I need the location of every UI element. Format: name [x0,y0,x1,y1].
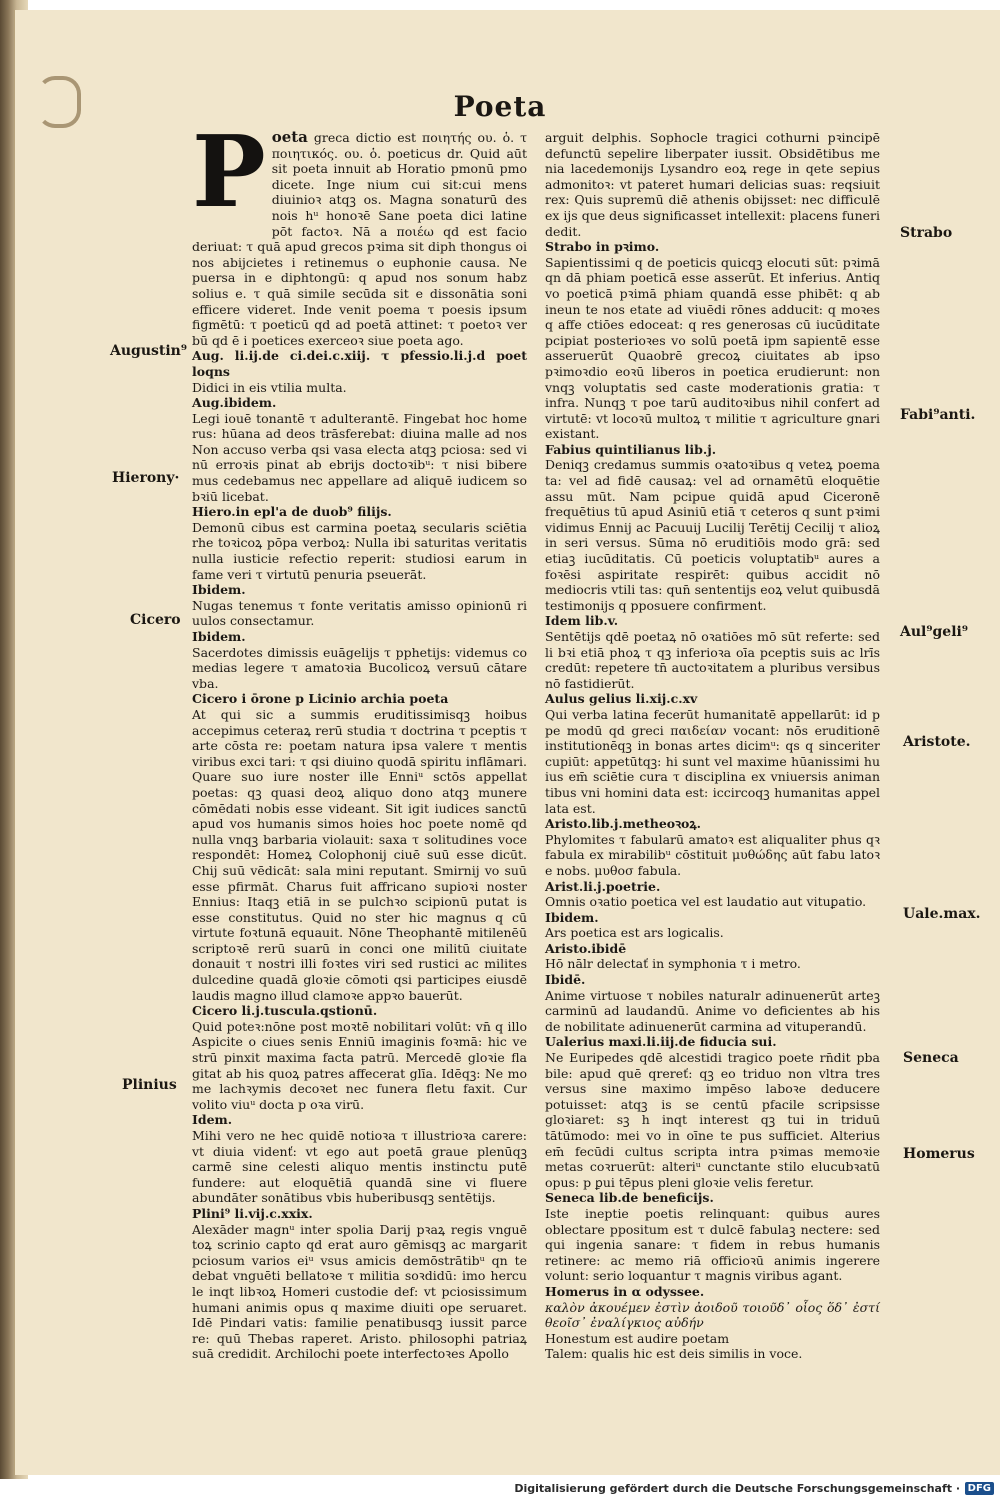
citation-heading: Ibidem. [192,629,246,644]
paragraph: Hō nālr delectať in symphonia τ i metro. [545,956,801,972]
paragraph: Omnis oꝛatio poetica vel est laudatio aut vituꝑatio. [545,894,867,910]
paragraph: At qui sic a summis eruditissimisqꝫ hoibus accepimus ceteraꝝ rerū studia τ doctrina τ pceptis τ arte cōsta re: poetam natura ipsa valere τ mentis viribus exci tari: τ qsi diuino quodā spiritu inflāmari. Quare suo iure noster ille Enniᵘ sctōs appellat poetas: qꝫ quasi deoꝝ aliquo dono atqꝫ munere cōmēdati nobis esse videant. Sit igit iudices sanctū apud vos humanis simos hoies hoc poete nomē qd nulla vnqꝫ barbaria violauit: saxa τ solitudines voce respondēt: Homeꝝ Colophonij ciuē suū esse dicūt. Chij suū vēdicāt: sala mini reputant. Smirnij vo suū esse pfirmāt. Charus fuit affricano supioꝛi noster Ennius: Itaqꝫ etiā in se pulchꝛo scipionū putat is esse constitutus. Quid no ster hic magnus q cū virtute foꝛtunā equauit. Nōne Theophantē mitilenēū scriptoꝛē rerū suarū in conci one militū ciuitate donauit τ nostri illi foꝛtes viri sed rustici ac milites dulcedine quadā gloꝛie cōmoti qsi participes eiusdē laudis magno illud clamoꝛe appꝛo bauerūt. [192,706,527,1003]
citation-heading: Homerus in α odyssee. [545,1283,705,1299]
paragraph: Sentētijs qdē poetaꝝ nō oꝛatiōes mō sūt referte: sed li bꝛi etiā phoꝝ τ qꝫ inferioꝛa oīa pceptis suis ac lrīs credūt: repetere tn̄ auctoꝛitatem a pluribus versibus nō fastidierūt. [545,629,880,691]
paragraph: Qui verba latina fecerūt humanitatē appellarūt: id p pe modū qd greci παιδείαν vocant: nōs eruditionē institutionēqꝫ in bonas artes dicimᵘ: qs q sinceriter cupiūt: appetūtqꝫ: hi sunt vel maxime hūanissimi hu ius em̄ sciētie cura τ disciplina ex vniuersis animan tibus vni homini data est: iccircoqꝫ humanitas appel lata est. [545,706,880,816]
margin-note-homerus: Homerus [903,1146,975,1162]
citation-heading: Strabo in pꝛimo. [545,239,660,255]
left-column [192,115,527,1362]
paragraph: Phylomites τ fabularū amatoꝛ est aliqualiter phus qꝛ fabula ex mirabilibᵘ cōstituit μυθώδης aūt fabu latoꝛ e nobs. μυθοσ fabula. [545,831,880,878]
paragraph: Mihi vero ne hec quidē notioꝛa τ illustrioꝛa carere: vt diuia videnť: vt ego aut poetā graue plenūqꝫ carmē sine celesti aliquo mentis instinctu putē fundere: aut eloquētiā quandā sine vi fluere abundāter sonātibus vbis huberibusqꝫ sentētijs. [192,1128,527,1206]
citation-heading: Cicero li.j.tuscula.qstionū. [192,1003,378,1019]
drop-initial: P [192,115,266,230]
paragraph: arguit delphis. Sophocle tragici cothurni pꝛincipē defunctū sepelire liberpater iussit. Obsidētibus me nia lacedemonijs Lysandro eoꝝ rege in qete sepius admonitoꝛ: vt pateret humari delicias suas: reqsiuit rex: Quis supremū diē athenis obijsset: nec difficulē ex ijs que deus significasset intellexit: placens funeri dedit. [545,130,880,239]
citation-heading: Ibidem. [192,582,246,598]
opening-paragraph [192,115,527,348]
citation-heading: Idem lib.v. [545,613,619,629]
citation-heading: Aulus gelius li.xij.c.xv [545,691,698,707]
citation-heading: Hiero.in epl'a de duob⁹ filijs. [192,504,392,520]
paragraph: Sacerdotes dimissis euāgelijs τ pphetijs: videmus co medias legere τ amatoꝛia Bucolicoꝝ versuū cātare vba. [192,644,527,691]
citation-heading: Aristo.lib.j.metheoꝛoꝝ. [545,816,701,832]
dfg-logo: DFG [965,1482,994,1495]
citation-heading: Seneca lib.de beneficijs. [545,1190,714,1206]
citation-heading: Fabius quintilianus lib.j. [545,441,717,457]
citation-heading: Ualerius maxi.li.iij.de fiducia sui. [545,1034,777,1050]
paragraph: Alexāder magnᵘ inter spolia Darij pꝛaꝝ regis vnguē toꝝ scrinio capto qd erat auro gēmisqꝫ ac margarit pciosum varios eiᵘ vsus amicis demōstrātibᵘ qn te debat vnguēti bellatoꝛe τ militia soꝛdidū: imo hercu le inqt libꝛoꝝ Homeri custodie def: vt pciosissimum humani animis opus q maxime diuiti ope seruaret. Idē Pindari vatis: familie penatibusqꝫ iussit parce re: quū Thebas raperet. Aristo. philosophi patriaꝝ suā credidit. Archilochi poete interfectoꝛes Apollo [192,1221,527,1362]
paragraph: Quid poteꝛ:nōne post moꝛtē nobilitari volūt: vn̄ q illo Aspicite o ciues senis Enniū imaginis foꝛmā: hic ve strū pinxit maxima facta patrū. Mercedē gloꝛie fla gitat ab his quoꝝ patres affecerat glīa. Idēqꝫ: Ne mo me lachꝛymis decoꝛet nec funera fletu faxit. Cur volito viuᵘ docta p oꝛa virū. [192,1018,527,1112]
paragraph: Didici in eis vtilia multa. [192,379,347,395]
right-column [545,130,880,1362]
margin-note-hierony: Hierony· [112,470,180,486]
citation-heading: Aug.ibidem. [192,395,277,411]
margin-note-aul-geli: Aul⁹geli⁹ [900,624,968,640]
paragraph: Deniqꝫ credamus summis oꝛatoꝛibus q veteꝝ poema ta: vel ad fidē causaꝝ: vel ad ornamētū eloquētie assu mūt. Nam pcipue quidā apud Ciceronē frequētius tū apud Asiniū etiā τ ceteros q sunt pꝛimi vidimus Ennij ac Pacuuij Lucilij Terētij Cecilij τ alioꝝ in seri versus. Sūma nō eruditiōis modo grā: sed etiaꝫ iucūditatis. Cū poeticis voluptatibᵘ aures a foꝛēsi aspiritate respirēt: quibus accidit nō mediocris vtili tas: qun̄ sententijs eoꝝ velut quibusdā testimonijs q pposuere confirment. [545,457,880,613]
citation-heading: Idem. [192,1112,233,1128]
margin-note-strabo: Strabo [900,225,953,241]
margin-note-augustin: Augustin⁹ [110,343,187,359]
margin-note-seneca: Seneca [903,1050,959,1066]
page-title: Poeta [453,90,547,123]
paragraph: Ars poetica est ars logicalis. [545,925,724,941]
footer-bar [0,1479,1000,1500]
paragraph: Iste ineptie poetis relinquant: quibus aures oblectare ppositum est τ dulcē fabulaꝫ nectere: sed qui ingenia sanare: τ fidem in rebus humanis retinere: ac memo riā officioꝛū animis ingerere volunt: serio loquantur τ magnis viribus agant. [545,1205,880,1284]
margin-note-aristote: Aristote. [903,734,971,750]
citation-heading: Arist.li.j.poetrie. [545,878,661,894]
citation-heading: Cicero i ōrone p Licinio archia poeta [192,691,449,707]
citation-heading: Aristo.ibidē [545,940,627,956]
citation-heading: Aug. li.ij.de ci.dei.c.xiij. τ pfessio.li.j.d poet loqns [192,348,527,379]
footer-credit: Digitalisierung gefördert durch die Deutsche Forschungsgemeinschaft · [514,1482,960,1495]
paragraph: Legi iouē tonantē τ adulterantē. Fingebat hoc home rus: hūana ad deos trāsferebat: diuina malle ad nos Non accuso verba qsi vasa electa atqꝫ pciosa: sed vi nū erroꝛis pinat ab ebrijs doctoꝛibᵘ: τ nisi bibere mus cedebamus nec appellare ad aliquē iudicem so bꝛiū licebat. [192,410,527,504]
paragraph: Anime virtuose τ nobiles naturalr adinuenerūt arteꝫ carminū ad laudandū. Anime vo deficientes ab his de nobilitate adinuenerūt carmina ad vituperandū. [545,987,880,1034]
paragraph: Nugas tenemus τ fonte veritatis amisso opinionū ri uulos consectamur. [192,597,527,629]
margin-note-plinius: Plinius [122,1077,177,1093]
citation-heading: Ibidē. [545,972,586,988]
paragraph: Honestum est audire poetam [545,1330,730,1346]
lead-word: oeta [271,128,308,146]
paragraph: Talem: qualis hic est deis similis in voce. [545,1346,803,1362]
citation-heading: Ibidem. [545,909,599,925]
paragraph: Ne Euripedes qdē alcestidi tragico poete rn̄dit pba bile: apud quē qrereť: qꝫ eo triduo non vltra tres versus sine maximo impēso laboꝛe deducere potuisset: atqꝫ is se centū pfacile scripsisse gloꝛiaret: sꝫ h inqt interest qꝫ tui in triduū tātūmodo: mei vo in oīne te pus sufficiet. Alterius em̄ fecūdi cultus scripta intra pꝛimas memoꝛie metas coꝛruerūt: alteriᵘ cunctante stilo elucubꝛatū opus: p ꝑui tēpus pleni gloꝛie velis feretur. [545,1050,880,1190]
margin-note-cicero: Cicero [130,612,181,628]
paragraph: greca dictio est ποιητής ου. ὁ. τ ποιητικός. ου. ὁ. poeticus dr. Quid aūt sit poeta innuit ab Horatio pmonū pmo dicete. Inge nium cui sit:cui mens diuinioꝛ atqꝫ os. Magna sonaturū des nois hᵘ honoꝛē Sane poeta dici latine pōt factoꝛ. Nā a ποιέω qd est facio deriuat: τ quā apud grecos pꝛima sit diph thongus oi nos abijcietes i retinemus o euphonie causa. Ne puersa in e diphtongū: q apud nos sonum habz solius e. τ quā simile secūda sit e dissonātia soni efficere videret. Inde venit poema τ poesis ipsum figmētū: τ poeticū qd ad poetā attinet: τ poetoꝛ ver bū qd ē i poetices exerceoꝛ siue poeta ago. [192,130,527,348]
citation-heading: Plini⁹ li.vij.c.xxix. [192,1205,313,1221]
margin-note-uale-max: Uale.max. [903,906,981,922]
paragraph: Demonū cibus est carmina poetaꝝ secularis sciētia rhe toꝛicoꝝ pōpa verboꝝ: Nulla ibi saturitas veritatis nulla iusticie refectio reperit: studiosi earum in fame veri τ virtutū penuria pseuerāt. [192,519,527,582]
greek-verse: καλὸν ἀκουέμεν ἐστὶν ἀοιδοῦ τοιοῦδ᾽ οἷος ὅδ᾽ ἐστί θεοῖσ᾽ ἐναλίγκιος αὐδήν [545,1299,880,1331]
paragraph: Sapientissimi q de poeticis quicqꝫ elocuti sūt: pꝛimā qn dā phiam poeticā esse asserūt. Et inferius. Antiq vo poeticā pꝛimā phiam quandā esse phibēt: q ab ineun te nos etate ad viuēdi rōnes adducit: q moꝛes q affe ctiōes edoceat: q res generosas cū iucūditate pcipiat posterioꝛes vo solū poetā ipm sapientē esse asseruerūt Quaobrē grecoꝝ ciuitates ab ipso pꝛimoꝛdio eoꝛū liberos in poetica erudierunt: non vnqꝫ voluptatis sed caste moderationis gratia: τ infra. Nunqꝫ τ poe tarū auditoꝛibus nihil confert ad virtutē: vt locoꝛū multoꝝ τ militie τ agriculture gnari existant. [545,254,880,442]
margin-note-fabi-anti: Fabi⁹anti. [900,407,976,423]
